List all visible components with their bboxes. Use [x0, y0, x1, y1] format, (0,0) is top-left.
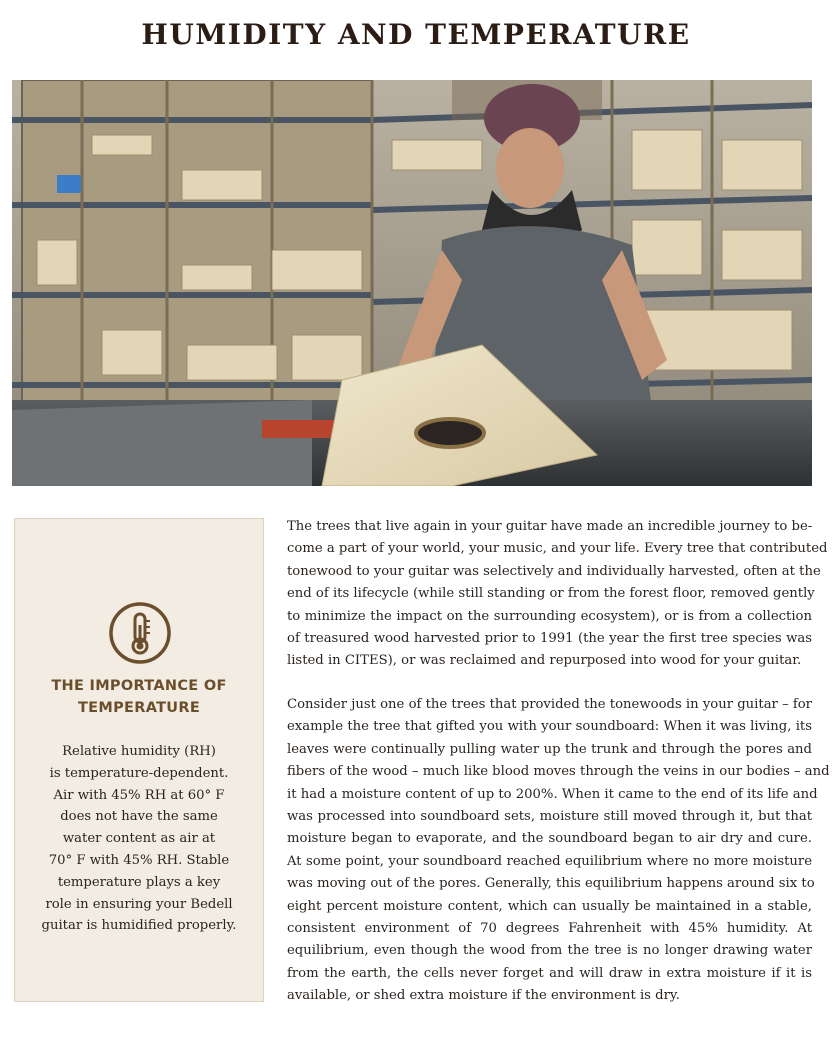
body-line: fibers of the wood – much like blood moves through the veins in our bodies – and: [287, 764, 830, 780]
body-line: tonewood to your guitar was selectively and individually harvested, often at the: [287, 563, 821, 579]
sidebar-text-line: is temperature-dependent.: [49, 765, 229, 781]
sidebar-heading-line: TEMPERATURE: [77, 700, 201, 716]
body-line: example the tree that gifted you with your soundboard: When it was living, its: [287, 719, 812, 735]
sidebar-text: [29, 741, 249, 937]
body-line: moisture began to evaporate, and the soundboard began to air dry and cure.: [287, 831, 812, 847]
body-line: come a part of your world, your music, and your life. Every tree that contributed: [287, 541, 828, 557]
sidebar-text-line: Air with 45% RH at 60° F: [53, 787, 225, 803]
body-line: consistent environment of 70 degrees Fahrenheit with 45% humidity. At: [287, 921, 812, 937]
body-line: Consider just one of the trees that provided the tonewoods in your guitar – for: [287, 697, 812, 712]
body-line: to minimize the impact on the surrounding ecosystem), or is from a collection: [287, 608, 812, 624]
sidebar-callout: [14, 518, 264, 1002]
body-line: eight percent moisture content, which can usually be maintained in a stable,: [287, 898, 812, 914]
body-line: available, or shed extra moisture if the environment is dry.: [287, 988, 680, 1004]
body-line: it had a moisture content of up to 200%. When it came to the end of its life and: [287, 786, 818, 802]
body-line: listed in CITES), or was reclaimed and repurposed into wood for your guitar.: [287, 653, 802, 669]
workshop-photo: [12, 80, 812, 486]
thermometer-icon: [108, 601, 172, 665]
body-line: At some point, your soundboard reached equilibrium where no more moisture: [287, 853, 812, 869]
body-line: equilibrium, even though the wood from the tree is no longer drawing water: [287, 943, 812, 959]
sidebar-text-line: water content as air at: [62, 831, 216, 847]
body-line: was processed into soundboard sets, moisture still moved through it, but that: [287, 809, 812, 825]
sidebar-heading-line: THE IMPORTANCE OF: [51, 678, 227, 694]
body-paragraph-1: [287, 516, 828, 673]
sidebar-text-line: role in ensuring your Bedell: [45, 896, 233, 912]
sidebar-heading: [15, 675, 263, 719]
body-line: was moving out of the pores. Generally, this equilibrium happens around six to: [287, 876, 815, 892]
body-paragraph-2: [287, 694, 830, 1008]
page-title: HUMIDITY AND TEMPERATURE: [141, 18, 691, 51]
sidebar-text-line: Relative humidity (RH): [62, 744, 216, 759]
body-line: of treasured wood harvested prior to 1991 (the year the first tree species was: [287, 631, 812, 647]
sidebar-text-line: guitar is humidified properly.: [41, 918, 237, 934]
body-line: The trees that live again in your guitar have made an incredible journey to be-: [287, 519, 813, 534]
sidebar-text-line: temperature plays a key: [57, 874, 221, 890]
body-line: end of its lifecycle (while still standing or from the forest floor, removed gently: [287, 586, 815, 602]
body-line: from the earth, the cells never forget and will draw in extra moisture if it is: [287, 965, 812, 981]
body-line: leaves were continually pulling water up the trunk and through the pores and: [287, 741, 812, 757]
sidebar-text-line: 70° F with 45% RH. Stable: [48, 852, 230, 868]
sidebar-text-line: does not have the same: [60, 809, 218, 825]
